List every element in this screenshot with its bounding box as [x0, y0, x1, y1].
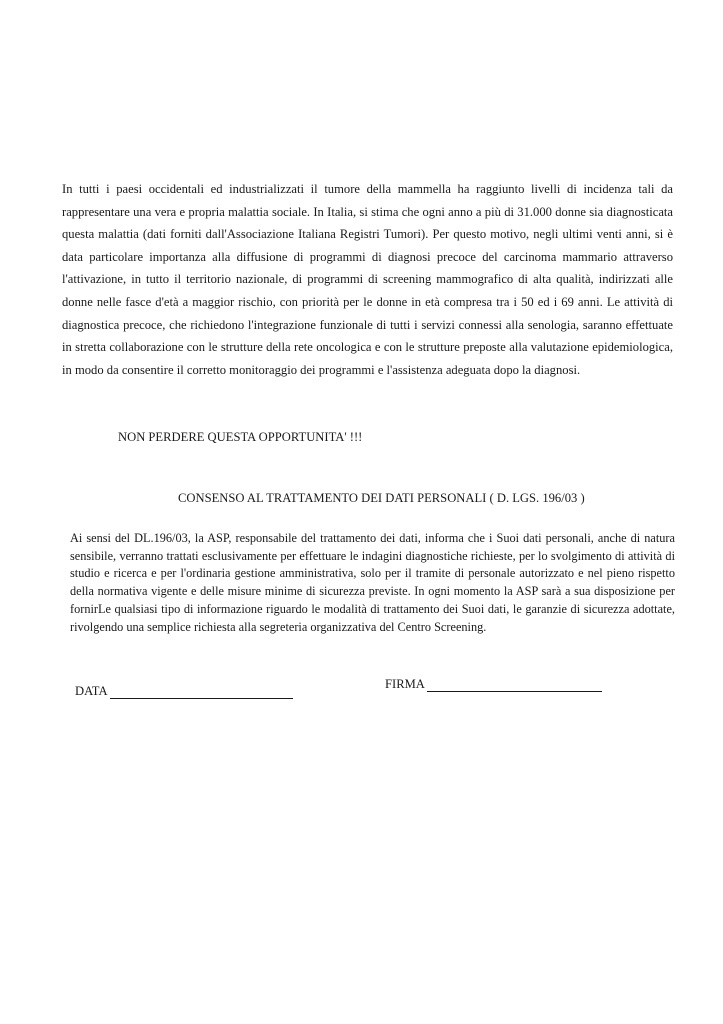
intro-paragraph: In tutti i paesi occidentali ed industrializzati il tumore della mammella ha raggiunto livelli di incidenza tali da rappresentare una vera e propria malattia sociale. In Italia, si stima che ogni anno a più di 31.000 donne sia diagnosticata questa malattia (dati forniti dall'Associazione Italiana Registri Tumori). Per questo motivo, negli ultimi venti anni, si è data particolare importanza alla diffusione di programmi di diagnosi precoce del carcinoma mammario attraverso l'attivazione, in tutto il territorio nazionale, di programmi di screening mammografico di alta qualità, indirizzati alle donne nelle fasce d'età a maggior rischio, con priorità per le donne in età compresa tra i 50 ed i 69 anni. Le attività di diagnostica precoce, che richiedono l'integrazione funzionale di tutti i servizi connessi alla senologia, saranno effettuate in stretta collaborazione con le strutture della rete oncologica e con le strutture preposte alla valutazione epidemiologica, in modo da consentire il corretto monitoraggio dei programmi e l'assistenza adeguata dopo la diagnosi.	[62, 182, 673, 377]
date-blank-line	[110, 686, 293, 699]
consent-paragraph: Ai sensi del DL.196/03, la ASP, responsabile del trattamento dei dati, informa che i Suoi dati personali, anche di natura sensibile, verranno trattati esclusivamente per effettuare le indagini diagnostiche richieste, per lo svolgimento di attività di studio e ricerca e per l'ordinaria gestione amministrativa, solo per il tramite di personale autorizzato e nel pieno rispetto della normativa vigente e delle misure minime di sicurezza previste. In ogni momento la ASP sarà a sua disposizione per fornirLe qualsiasi tipo di informazione riguardo le modalità di trattamento dei Suoi dati, le garanzie di sicurezza adottate, rivolgendo una semplice richiesta alla segreteria organizzativa del Centro Screening.	[70, 531, 675, 634]
signature-blank-line	[427, 679, 602, 692]
consent-title: CONSENSO AL TRATTAMENTO DEI DATI PERSONALI ( D. LGS. 196/03 )	[178, 491, 585, 505]
signature-field	[385, 677, 602, 692]
signature-label: FIRMA	[385, 677, 425, 691]
date-field	[75, 684, 293, 699]
date-label: DATA	[75, 684, 108, 698]
opportunity-callout: NON PERDERE QUESTA OPPORTUNITA' !!!	[118, 430, 363, 444]
